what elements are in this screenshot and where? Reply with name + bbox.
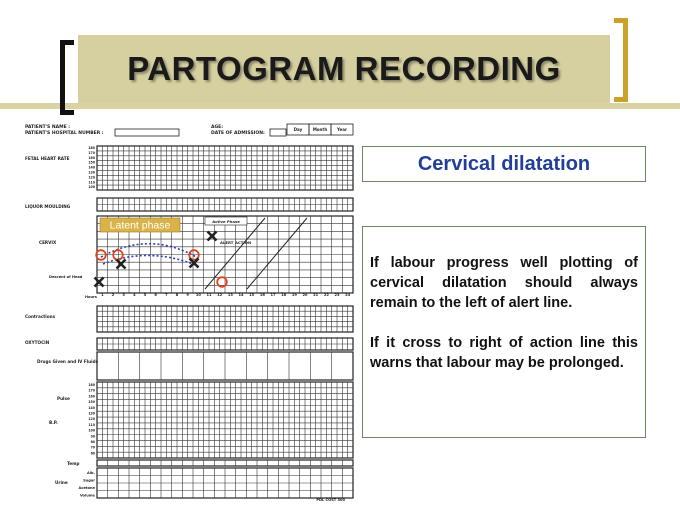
date-col-label: Day (293, 127, 303, 132)
alert-label: ALERT (220, 240, 234, 245)
right-bracket-decoration (614, 18, 628, 102)
age-label: AGE: (211, 125, 224, 130)
dilatation-circle-marker (113, 250, 123, 260)
pulse-scale-label: 70 (90, 445, 95, 450)
date-col-label: Year (337, 127, 347, 132)
latent-phase-label: Latent phase (109, 219, 171, 232)
hospital-number-label: PATIENT'S HOSPITAL NUMBER : (25, 131, 104, 136)
urine-row-label: Volume (79, 493, 95, 498)
hospital-number-box (115, 129, 179, 136)
hour-label: 22 (323, 293, 329, 297)
pulse-scale-label: 140 (88, 405, 95, 410)
partogram-chart (15, 118, 355, 502)
dilatation-circle-marker (96, 250, 106, 260)
drugs-label: Drugs Given and IV Fluids (37, 359, 99, 364)
date-col-label: Month (312, 127, 328, 132)
hour-label: 24 (345, 293, 351, 297)
temp-label: Temp (67, 461, 80, 466)
hour-label: 11 (206, 293, 212, 297)
hour-label: 4 (133, 293, 136, 297)
hour-label: 14 (238, 293, 244, 297)
pulse-scale-label: 60 (90, 451, 95, 456)
hour-label: 21 (313, 293, 319, 297)
fhr-scale-label: 160 (88, 155, 95, 160)
pulse-scale-label: 130 (88, 411, 95, 416)
urine-row-label: Alb. (87, 471, 95, 475)
pulse-scale-label: 180 (88, 383, 95, 387)
cervix-label: CERVIX (39, 240, 57, 245)
hour-label: 9 (186, 293, 189, 297)
admission-label: DATE OF ADMISSION: (211, 131, 265, 136)
fhr-scale-label: 110 (88, 180, 95, 185)
hour-label: 6 (154, 293, 157, 297)
hour-label: 13 (227, 293, 233, 297)
pulse-scale-label: 110 (88, 422, 95, 427)
active-phase-label: Active Phase (212, 219, 240, 224)
hour-label: 10 (195, 293, 201, 297)
hour-label: 12 (217, 293, 223, 297)
patient-name-label: PATIENT'S NAME : (25, 125, 71, 130)
hour-label: 18 (281, 293, 287, 297)
fhr-scale-label: 130 (88, 170, 95, 175)
fhr-label: FETAL HEART RATE (25, 156, 70, 161)
pulse-scale-label: 80 (90, 440, 95, 444)
cervical-dilatation-heading: Cervical dilatation (362, 146, 646, 182)
pulse-scale-label: 120 (88, 417, 95, 422)
pulse-scale-label: 160 (88, 394, 95, 399)
hour-label: 19 (291, 293, 297, 297)
urine-row-label: Acetone (78, 486, 95, 490)
hour-label: 3 (122, 293, 125, 297)
contractions-label: Contractions (25, 314, 56, 319)
pulse-scale-label: 170 (88, 388, 95, 393)
fhr-scale-label: 180 (88, 146, 95, 150)
fhr-scale-label: 120 (88, 175, 95, 180)
action-label: ACTION (235, 240, 252, 245)
urine-row-label: Sugar (83, 478, 95, 483)
bp-label: B.P. (49, 420, 58, 425)
admission-box (270, 129, 286, 136)
hour-label: 17 (270, 293, 276, 297)
descent-label: Descent of Head (49, 275, 83, 279)
left-bracket-decoration (60, 40, 74, 115)
fhr-scale-label: 170 (88, 150, 95, 155)
hour-label: 15 (249, 293, 255, 297)
hour-label: 2 (111, 293, 115, 297)
hour-label: 20 (302, 293, 308, 297)
hour-label: 16 (259, 293, 265, 297)
fhr-scale-label: 150 (88, 160, 95, 165)
explanation-paragraph-2: If it cross to right of action line this warns that labour may be prolonged. (370, 335, 638, 371)
hour-label: 5 (143, 293, 147, 297)
urine-label: Urine (55, 480, 68, 485)
hour-label: 8 (175, 293, 179, 297)
hours-label: Hours (85, 295, 97, 299)
pulse-label: Pulse (57, 396, 70, 401)
hour-label: 23 (334, 293, 340, 297)
pulse-scale-label: 90 (90, 434, 95, 439)
slide-title: PARTOGRAM RECORDING (127, 50, 561, 87)
pulse-scale-label: 150 (88, 400, 95, 405)
liquor-label: LIQUOR MOULDING (25, 204, 71, 209)
explanation-box (362, 226, 646, 438)
title-underline (0, 103, 680, 109)
fhr-scale-label: 140 (88, 165, 95, 170)
fhr-scale-label: 100 (88, 185, 95, 190)
footer-right-label: PDL COST 300 (316, 498, 345, 502)
hour-label: 7 (165, 293, 168, 297)
oxytocin-label: OXYTOCIN (25, 340, 50, 345)
explanation-paragraph-1: If labour progress well plotting of cervical dilatation should always remain to the left of alert line. (370, 255, 638, 311)
hour-label: 1 (101, 293, 104, 297)
pulse-scale-label: 100 (88, 428, 95, 433)
